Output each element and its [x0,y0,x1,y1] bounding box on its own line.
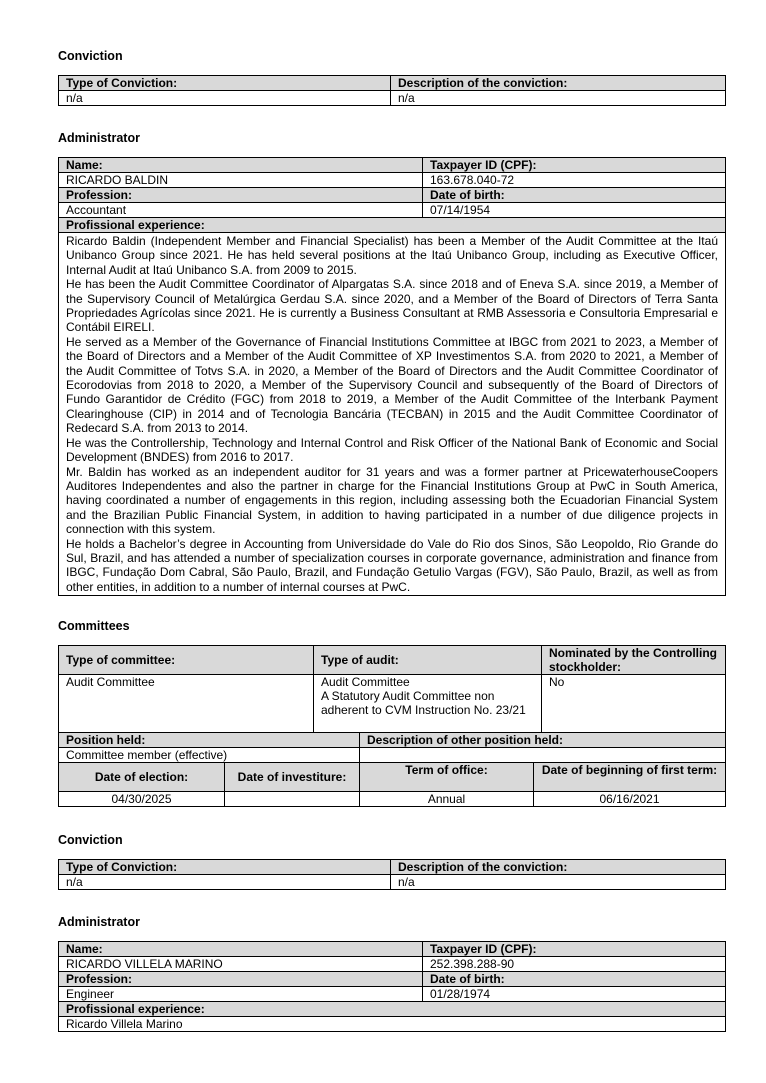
professional-experience-label: Profissional experience: [59,218,726,233]
administrator-section-title: Administrator [58,915,140,929]
date-of-first-term-label: Date of beginning of first term: [534,763,726,792]
name-value: RICARDO VILLELA MARINO [59,957,423,972]
description-of-conviction-label: Description of the conviction: [391,76,726,91]
profession-value: Engineer [59,987,423,1002]
date-of-birth-value: 01/28/1974 [423,987,726,1002]
type-of-audit-label: Type of audit: [314,646,542,675]
committees-table-position [58,732,726,763]
type-of-conviction-value: n/a [59,91,391,106]
date-of-election-label: Date of election: [59,763,225,792]
committees-table-top [58,645,726,733]
taxpayer-id-label: Taxpayer ID (CPF): [423,158,726,173]
administrator-section-title: Administrator [58,131,140,145]
conviction-section-title: Conviction [58,833,123,847]
type-of-committee-label: Type of committee: [59,646,314,675]
experience-paragraph: Mr. Baldin has worked as an independent auditor for 31 years and was a former partner at PricewaterhouseCoopers Auditores Independentes and also the partner in charge for the Financial Institutions Group at PwC in South America, having coordinated a number of engagements in this region, including assessing both the Ecuadorian Financial System and the Brazilian Public Financial System, in addition to having participated in a number of due diligence projects in connection with this system. [66,464,718,537]
type-of-conviction-label: Type of Conviction: [59,860,391,875]
description-of-conviction-value: n/a [391,875,726,890]
date-of-birth-label: Date of birth: [423,972,726,987]
type-of-audit-value: Audit Committee A Statutory Audit Committee non adherent to CVM Instruction No. 23/21 [314,675,542,733]
date-of-first-term-value: 06/16/2021 [534,792,726,807]
nominated-by-controlling-stockholder-label: Nominated by the Controlling stockholder: [542,646,726,675]
date-of-birth-value: 07/14/1954 [423,203,726,218]
experience-paragraph: He has been the Audit Committee Coordinator of Alpargatas S.A. since 2018 and of Eneva S.A. since 2019, a Member of the Supervisory Council of Metalúrgica Gerdau S.A. since 2020, and a Member of the Board of Directors of Terra Santa Propriedades Agrícolas since 2021. He is currently a Business Consultant at RMB Assessoria e Consultoria Empresarial e Contábil EIRELI. [66,277,718,335]
administrator-table [58,157,726,596]
name-value: RICARDO BALDIN [59,173,423,188]
description-other-position-value [360,748,726,763]
name-label: Name: [59,942,423,957]
profession-value: Accountant [59,203,423,218]
taxpayer-id-label: Taxpayer ID (CPF): [423,942,726,957]
experience-paragraph: Ricardo Baldin (Independent Member and Financial Specialist) has been a Member of the Audit Committee at the Itaú Unibanco Group since 2021. He has held several positions at the Itaú Unibanco Group, including as Executive Officer, Internal Audit at Itaú Unibanco S.A. from 2009 to 2015. [66,234,718,277]
date-of-investiture-label: Date of investiture: [225,763,360,792]
experience-paragraph: He was the Controllership, Technology and Internal Control and Risk Officer of the National Bank of Economic and Social Development (BNDES) from 2016 to 2017. [66,435,718,465]
description-of-conviction-label: Description of the conviction: [391,860,726,875]
professional-experience-text [59,233,726,596]
type-of-committee-value: Audit Committee [59,675,314,733]
professional-experience-label: Profissional experience: [59,1002,726,1017]
committees-table-dates [58,762,726,807]
profession-label: Profession: [59,188,423,203]
conviction-table [58,75,726,106]
experience-paragraph: He holds a Bachelor’s degree in Accounting from Universidade do Vale do Rio dos Sinos, São Leopoldo, Rio Grande do Sul, Brazil, and has attended a number of specialization courses in corporate governance, administration and finance from IBGC, Fundação Dom Cabral, São Paulo, Brazil, and Fundação Getulio Vargas (FGV), São Paulo, Brazil, as well as from other entities, in addition to a number of internal courses at PwC. [66,536,718,594]
description-of-conviction-value: n/a [391,91,726,106]
committees-section-title: Committees [58,619,130,633]
conviction-table [58,859,726,890]
administrator-table [58,941,726,1032]
position-held-label: Position held: [59,733,360,748]
taxpayer-id-value: 252.398.288-90 [423,957,726,972]
nominated-value: No [542,675,726,733]
type-of-conviction-value: n/a [59,875,391,890]
taxpayer-id-value: 163.678.040-72 [423,173,726,188]
experience-paragraph: He served as a Member of the Governance of Financial Institutions Committee at IBGC from 2021 to 2023, a Member of the Board of Directors and a Member of the Audit Committee of XP Investimentos S.A. from 2020 to 2021, a Member of the Audit Committee of Totvs S.A. in 2020, a Member of the Board of Directors and the Audit Committee Coordinator of Ecorodovias from 2018 to 2020, a Member of the Supervisory Council and subsequently of the Board of Directors of Fundo Garantidor de Crédito (FGC) from 2018 to 2019, a Member of the Audit Committee of the Interbank Payment Clearinghouse (CIP) in 2014 and of Tecnologia Bancária (TECBAN) in 2015 and the Audit Committee Coordinator of Redecard S.A. from 2013 to 2014. [66,334,718,436]
date-of-investiture-value [225,792,360,807]
date-of-birth-label: Date of birth: [423,188,726,203]
professional-experience-text: Ricardo Villela Marino [59,1017,726,1032]
term-of-office-value: Annual [360,792,534,807]
profession-label: Profession: [59,972,423,987]
name-label: Name: [59,158,423,173]
date-of-election-value: 04/30/2025 [59,792,225,807]
description-other-position-label: Description of other position held: [360,733,726,748]
position-held-value: Committee member (effective) [59,748,360,763]
conviction-section-title: Conviction [58,49,123,63]
type-of-conviction-label: Type of Conviction: [59,76,391,91]
term-of-office-label: Term of office: [360,763,534,792]
